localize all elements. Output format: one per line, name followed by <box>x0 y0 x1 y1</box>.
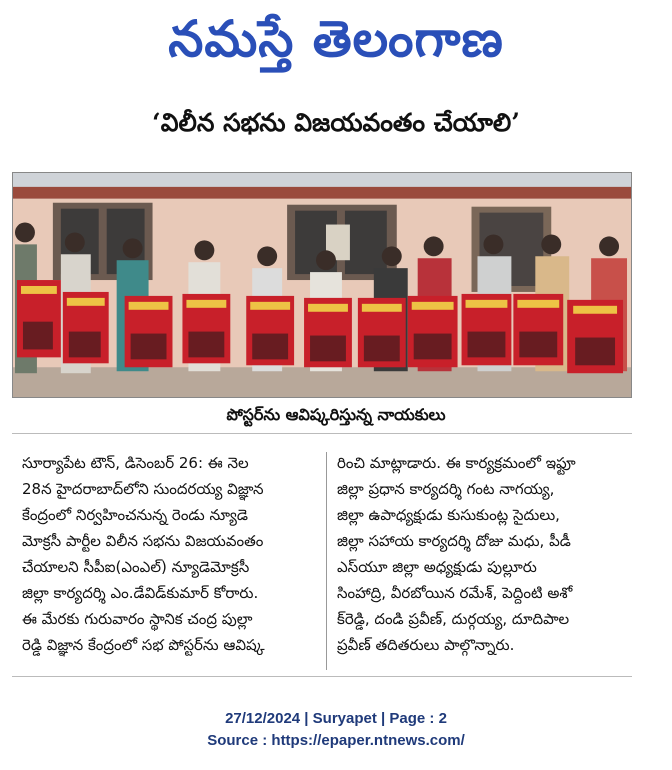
article-line: మోక్రసీ పార్టీల విలీన సభను విజయవంతం <box>22 532 264 550</box>
article-line: జిల్లా సహాయ కార్యదర్శి దోజు మధు, పీడీ <box>337 532 571 550</box>
article-headline: ‘విలీన సభను విజయవంతం చేయాలి’ <box>152 108 520 137</box>
article-line: జిల్లా కార్యదర్శి ఎం.డేవిడ్‌కుమార్ కోరారు. <box>22 584 259 602</box>
article-line: సూర్యాపేట టౌన్, డిసెంబర్ 26: ఈ నెల <box>22 454 249 472</box>
column-divider <box>326 452 327 670</box>
article-line: ఎస్‌యూ జిల్లా అధ్యక్షుడు పుల్లూరు <box>337 558 537 576</box>
footer-source: Source : https://epaper.ntnews.com/ <box>207 732 465 749</box>
footer-publication-info: 27/12/2024 | Suryapet | Page : 2 <box>225 710 447 727</box>
article-column-left <box>22 450 318 658</box>
article-line: చేయాలని సీపీఐ(ఎంఎల్) న్యూడెమోక్రసీ <box>22 558 250 576</box>
article-line: జిల్లా ఉపాధ్యక్షుడు కుసుకుంట్ల సైదులు, <box>337 506 560 524</box>
photo-illustration <box>13 173 631 397</box>
article-line: 28న హైదరాబాద్‌లోని సుందరయ్య విజ్ఞాన <box>22 480 264 498</box>
divider-bottom <box>12 676 632 677</box>
photo-caption: పోస్టర్‌ను ఆవిష్కరిస్తున్న నాయకులు <box>226 405 446 424</box>
article-line: క్‌రెడ్డి, దండి ప్రవీణ్, దుర్గయ్య, దూదిపాల <box>337 610 570 628</box>
newspaper-name: నమస్తే తెలంగాణ <box>168 9 504 68</box>
news-photo <box>12 172 632 398</box>
masthead <box>0 0 672 78</box>
article-line: రెడ్డి విజ్ఞాన కేంద్రంలో సభ పోస్టర్‌ను ఆవిష్క <box>22 636 265 654</box>
article-column-right <box>337 450 633 658</box>
article-line: జిల్లా ప్రధాన కార్యదర్శి గంట నాగయ్య, <box>337 480 555 498</box>
article-line: ఈ మేరకు గురువారం స్థానిక చంద్ర పుల్లా <box>22 610 253 628</box>
article-line: ప్రవీణ్ తదితరులు పాల్గొన్నారు. <box>337 636 515 654</box>
divider-top <box>12 433 632 434</box>
article-line: రించి మాట్లాడారు. ఈ కార్యక్రమంలో ఇఫ్టూ <box>337 454 576 472</box>
article-line: కేంద్రంలో నిర్వహించనున్న రెండు న్యూడె <box>22 506 249 524</box>
article-line: సింహాద్రి, వీరబోయిన రమేశ్, పెద్దింటి అశో <box>337 584 573 602</box>
